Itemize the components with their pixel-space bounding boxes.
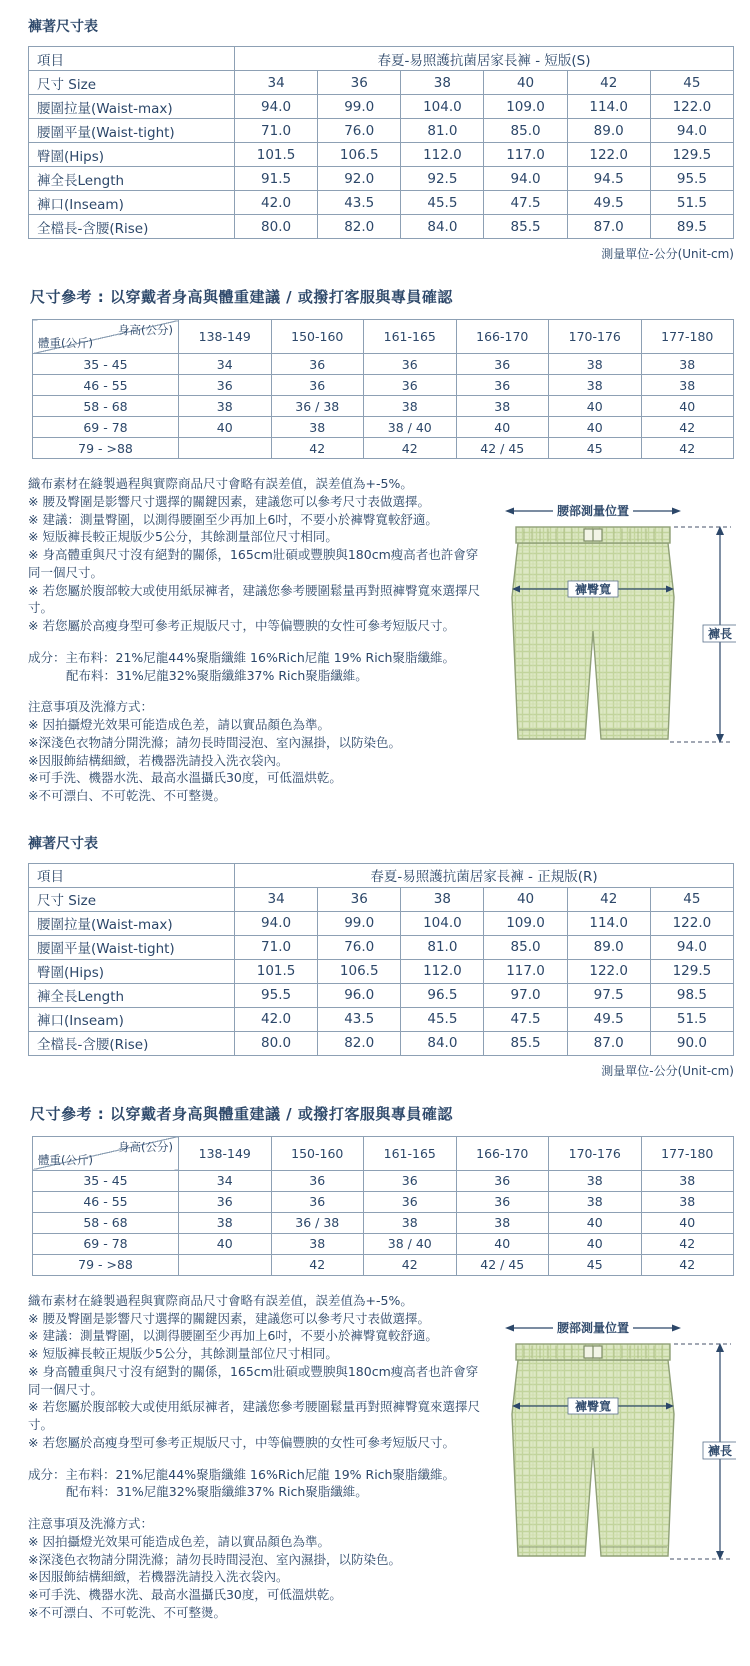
value-cell: 104.0: [401, 95, 484, 119]
value-cell: 112.0: [401, 959, 484, 983]
note-line: ※ 若您屬於高瘦身型可參考正規版尺寸，中等偏豐腴的女性可參考短版尺寸。: [28, 1434, 455, 1450]
value-cell: 97.0: [484, 983, 567, 1007]
waist-position-label: 腰部測量位置: [556, 504, 630, 518]
table-row: [29, 959, 734, 983]
value-cell: 38 / 40: [364, 1233, 457, 1254]
care-title: 注意事項及洗滌方式：: [28, 699, 154, 715]
section-regular-version: [28, 833, 740, 1622]
value-cell: 36: [456, 1191, 549, 1212]
table-row: [33, 396, 734, 417]
value-cell: 40: [456, 417, 549, 438]
table-row: [29, 95, 734, 119]
value-cell: 42: [641, 1254, 734, 1275]
table-row: [29, 983, 734, 1007]
value-cell: 114.0: [567, 95, 650, 119]
product-name-cell: 春夏-易照護抗菌居家長褲 - 正規版(R): [235, 863, 734, 887]
note-line: ※ 建議：測量臀圍，以測得腰圍至少再加上6吋，不要小於褲臀寬較舒適。: [28, 511, 438, 527]
table-header-row: [29, 47, 734, 71]
value-cell: 40: [549, 417, 642, 438]
value-cell: 80.0: [235, 215, 318, 239]
note-line: ※因服飾結構細緻，若機器洗請投入洗衣袋內。: [28, 1569, 289, 1585]
value-cell: [179, 438, 272, 459]
table-row: [29, 1007, 734, 1031]
weight-axis-label: 體重(公斤): [38, 336, 93, 350]
row-label: 尺寸 Size: [29, 887, 235, 911]
value-cell: 34: [235, 71, 318, 95]
value-cell: 38: [641, 1170, 734, 1191]
hip-width-label: 褲臀寬: [574, 1399, 612, 1414]
height-range-header: 161-165: [364, 320, 457, 354]
note-line: ※ 腰及臀圍是影響尺寸選擇的關鍵因素，建議您可以參考尺寸表做選擇。: [28, 1310, 430, 1326]
notes-column: [28, 1292, 490, 1622]
value-cell: 51.5: [650, 1007, 733, 1031]
height-range-header: 177-180: [641, 1136, 734, 1170]
value-cell: 76.0: [318, 119, 401, 143]
value-cell: 106.5: [318, 959, 401, 983]
pants-length-arrow: [670, 526, 736, 743]
value-cell: 36: [456, 1170, 549, 1191]
pants-length-label: 褲長: [707, 1443, 733, 1458]
height-axis-label: 身高(公分): [118, 1139, 173, 1154]
value-cell: 34: [179, 1170, 272, 1191]
ref-header-row: [33, 1136, 734, 1170]
value-cell: 85.5: [484, 215, 567, 239]
table-row: [29, 887, 734, 911]
table-row: [29, 1031, 734, 1055]
hip-width-label: 褲臀寬: [574, 582, 612, 597]
care-title: 注意事項及洗滌方式：: [28, 1516, 154, 1531]
value-cell: 34: [235, 887, 318, 911]
note-line: 織布素材在縫製過程與實際商品尺寸會略有誤差值，誤差值為+-5%。: [28, 476, 413, 491]
table-row: [33, 1191, 734, 1212]
size-reference-table-regular: [32, 1136, 734, 1276]
value-cell: 38: [549, 1170, 642, 1191]
size-reference-table-short: [32, 319, 734, 459]
row-label: 腰圍平量(Waist-tight): [29, 935, 235, 959]
value-cell: 40: [484, 887, 567, 911]
value-cell: 84.0: [401, 215, 484, 239]
value-cell: 34: [179, 354, 272, 375]
value-cell: 98.5: [650, 983, 733, 1007]
pants-measurement-diagram-svg: [498, 1318, 736, 1574]
value-cell: 40: [641, 1212, 734, 1233]
row-label: 79 - >88: [33, 438, 179, 459]
section-title: 褲著尺寸表: [28, 835, 98, 852]
value-cell: 36: [271, 1191, 364, 1212]
note-line: ※ 若您屬於腹部較大或使用紙尿褲者，建議您參考腰圍鬆量再對照褲臀寬來選擇尺寸。: [28, 1399, 480, 1432]
value-cell: 42.0: [235, 1007, 318, 1031]
notes-and-diagram: [28, 475, 740, 805]
height-range-header: 150-160: [271, 320, 364, 354]
note-line: ※不可漂白、不可乾洗、不可整燙。: [28, 788, 226, 803]
composition: [28, 1466, 490, 1502]
pants-length-arrow: [670, 1343, 736, 1560]
value-cell: 51.5: [650, 191, 733, 215]
height-axis-label: 身高(公分): [118, 323, 173, 337]
value-cell: 94.0: [235, 911, 318, 935]
table-row: [33, 375, 734, 396]
value-cell: 104.0: [401, 911, 484, 935]
note-line: ※可手洗、機器水洗、最高水溫攝氏30度，可低溫烘乾。: [28, 1587, 342, 1602]
row-label: 69 - 78: [33, 1233, 179, 1254]
value-cell: 129.5: [650, 143, 733, 167]
value-cell: 90.0: [650, 1031, 733, 1055]
value-cell: 36 / 38: [271, 396, 364, 417]
value-cell: 38: [549, 375, 642, 396]
value-cell: 45: [549, 438, 642, 459]
value-cell: 89.0: [567, 935, 650, 959]
value-cell: 36: [456, 354, 549, 375]
row-label: 褲口(Inseam): [29, 1007, 235, 1031]
value-cell: 42: [641, 438, 734, 459]
value-cell: 42 / 45: [456, 1254, 549, 1275]
pants-measurement-diagram: [490, 1292, 740, 1578]
unit-note: 測量單位-公分(Unit-cm): [601, 247, 734, 261]
row-label: 褲口(Inseam): [29, 191, 235, 215]
pants-figure: [512, 1344, 674, 1556]
value-cell: 109.0: [484, 95, 567, 119]
pants-length-label: 褲長: [707, 627, 733, 641]
value-cell: 36: [271, 375, 364, 396]
pants-measurement-diagram-svg: [498, 501, 736, 757]
value-cell: 38: [456, 396, 549, 417]
value-cell: 42 / 45: [456, 438, 549, 459]
value-cell: 38: [271, 417, 364, 438]
value-cell: 80.0: [235, 1031, 318, 1055]
waist-measure-callout: [505, 1320, 681, 1335]
notes-column: [28, 475, 490, 805]
value-cell: 38: [641, 354, 734, 375]
note-line: ※不可漂白、不可乾洗、不可整燙。: [28, 1604, 226, 1620]
value-cell: 38: [549, 1191, 642, 1212]
value-cell: 122.0: [567, 143, 650, 167]
ref-header-row: [33, 320, 734, 354]
height-range-header: 170-176: [549, 320, 642, 354]
value-cell: 40: [641, 396, 734, 417]
height-range-header: 177-180: [641, 320, 734, 354]
value-cell: 40: [549, 1233, 642, 1254]
note-line: ※ 腰及臀圍是影響尺寸選擇的關鍵因素，建議您可以參考尺寸表做選擇。: [28, 493, 430, 509]
value-cell: 114.0: [567, 911, 650, 935]
row-label: 全檔長-含腰(Rise): [29, 215, 235, 239]
value-cell: 45.5: [401, 1007, 484, 1031]
value-cell: 38: [364, 1212, 457, 1233]
value-cell: 117.0: [484, 143, 567, 167]
value-cell: 117.0: [484, 959, 567, 983]
value-cell: 40: [179, 1233, 272, 1254]
value-cell: 106.5: [318, 143, 401, 167]
value-cell: 42: [271, 1254, 364, 1275]
row-label: 58 - 68: [33, 1212, 179, 1233]
table-header-row: [29, 863, 734, 887]
table-row: [33, 1170, 734, 1191]
value-cell: 36: [271, 1170, 364, 1191]
value-cell: 94.0: [235, 95, 318, 119]
table-row: [29, 167, 734, 191]
value-cell: 42: [641, 1233, 734, 1254]
notes-and-diagram: [28, 1292, 740, 1622]
value-cell: 49.5: [567, 1007, 650, 1031]
table-row: [33, 1212, 734, 1233]
value-cell: 38: [641, 375, 734, 396]
row-label: 35 - 45: [33, 354, 179, 375]
size-table-regular: [28, 863, 734, 1056]
note-line: ※ 身高體重與尺寸沒有絕對的關係，165cm壯碩或豐腴與180cm瘦高者也許會穿同一個尺寸。: [28, 1363, 479, 1397]
value-cell: 36: [179, 375, 272, 396]
value-cell: 45: [650, 71, 733, 95]
value-cell: 38: [179, 396, 272, 417]
value-cell: 89.0: [567, 119, 650, 143]
table-row: [29, 119, 734, 143]
height-weight-corner-cell: [33, 1136, 179, 1170]
value-cell: 129.5: [650, 959, 733, 983]
size-reference-heading: 尺寸參考 : 以穿戴者身高與體重建議 / 或撥打客服與專員確認: [30, 1104, 453, 1123]
value-cell: 42: [567, 71, 650, 95]
note-line: ※ 短版褲長較正規版少5公分，其餘測量部位尺寸相同。: [28, 529, 338, 545]
value-cell: [179, 1254, 272, 1275]
product-name-cell: 春夏-易照護抗菌居家長褲 - 短版(S): [235, 47, 734, 71]
table-row: [33, 417, 734, 438]
value-cell: 92.0: [318, 167, 401, 191]
value-cell: 87.0: [567, 215, 650, 239]
value-cell: 38: [549, 354, 642, 375]
note-line: ※因服飾結構細緻，若機器洗請投入洗衣袋內。: [28, 752, 289, 768]
height-weight-corner-cell: [33, 320, 179, 354]
note-line: ※深淺色衣物請分開洗滌；請勿長時間浸泡、室內濕掛，以防染色。: [28, 1551, 401, 1567]
value-cell: 95.5: [235, 983, 318, 1007]
value-cell: 94.5: [567, 167, 650, 191]
table-row: [29, 191, 734, 215]
value-cell: 47.5: [484, 1007, 567, 1031]
value-cell: 38: [179, 1212, 272, 1233]
table-row: [33, 354, 734, 375]
value-cell: 38: [364, 396, 457, 417]
item-header-cell: 項目: [29, 863, 235, 887]
row-label: 35 - 45: [33, 1170, 179, 1191]
value-cell: 36: [364, 375, 457, 396]
row-label: 臀圍(Hips): [29, 143, 235, 167]
value-cell: 99.0: [318, 95, 401, 119]
value-cell: 71.0: [235, 935, 318, 959]
value-cell: 36: [179, 1191, 272, 1212]
table-row: [29, 935, 734, 959]
value-cell: 40: [179, 417, 272, 438]
note-line: ※ 因拍攝燈光效果可能造成色差，請以實品顏色為準。: [28, 717, 330, 732]
height-range-header: 166-170: [456, 1136, 549, 1170]
height-range-header: 166-170: [456, 320, 549, 354]
waist-measure-callout: [505, 503, 681, 518]
value-cell: 42.0: [235, 191, 318, 215]
value-cell: 91.5: [235, 167, 318, 191]
table-row: [33, 1254, 734, 1275]
care-instructions: [28, 698, 490, 805]
table-row: [29, 215, 734, 239]
value-cell: 42: [364, 1254, 457, 1275]
value-cell: 94.0: [650, 935, 733, 959]
composition-line: 配布料：31%尼龍32%聚脂纖維37% Rich聚脂纖維。: [66, 1484, 368, 1500]
table-row: [33, 438, 734, 459]
value-cell: 42: [271, 438, 364, 459]
value-cell: 81.0: [401, 935, 484, 959]
composition: [28, 649, 490, 685]
row-label: 79 - >88: [33, 1254, 179, 1275]
note-line: ※ 建議：測量臀圍，以測得腰圍至少再加上6吋，不要小於褲臀寬較舒適。: [28, 1328, 438, 1344]
composition-line: 配布料：31%尼龍32%聚脂纖維37% Rich聚脂纖維。: [66, 667, 368, 683]
note-line: 織布素材在縫製過程與實際商品尺寸會略有誤差值，誤差值為+-5%。: [28, 1292, 413, 1308]
value-cell: 89.5: [650, 215, 733, 239]
care-instructions: [28, 1515, 490, 1622]
weight-axis-label: 體重(公斤): [38, 1152, 93, 1167]
value-cell: 82.0: [318, 1031, 401, 1055]
value-cell: 101.5: [235, 959, 318, 983]
item-header-cell: 項目: [29, 47, 235, 71]
value-cell: 45: [549, 1254, 642, 1275]
value-cell: 40: [484, 71, 567, 95]
value-cell: 122.0: [650, 95, 733, 119]
height-range-header: 170-176: [549, 1136, 642, 1170]
row-label: 褲全長Length: [29, 167, 235, 191]
care-list: [28, 1533, 490, 1622]
pants-measurement-diagram: [490, 475, 740, 761]
value-cell: 47.5: [484, 191, 567, 215]
note-line: ※ 若您屬於高瘦身型可參考正規版尺寸，中等偏豐腴的女性可參考短版尺寸。: [28, 618, 455, 633]
row-label: 全檔長-含腰(Rise): [29, 1031, 235, 1055]
size-table-short: [28, 46, 734, 239]
row-label: 腰圍拉量(Waist-max): [29, 911, 235, 935]
value-cell: 71.0: [235, 119, 318, 143]
value-cell: 109.0: [484, 911, 567, 935]
row-label: 臀圍(Hips): [29, 959, 235, 983]
value-cell: 85.5: [484, 1031, 567, 1055]
value-cell: 38: [401, 887, 484, 911]
value-cell: 122.0: [567, 959, 650, 983]
value-cell: 36: [364, 1191, 457, 1212]
value-cell: 82.0: [318, 215, 401, 239]
value-cell: 96.0: [318, 983, 401, 1007]
section-title: 褲著尺寸表: [28, 19, 98, 35]
row-label: 46 - 55: [33, 375, 179, 396]
value-cell: 99.0: [318, 911, 401, 935]
height-range-header: 138-149: [179, 320, 272, 354]
value-cell: 38: [641, 1191, 734, 1212]
value-cell: 96.5: [401, 983, 484, 1007]
row-label: 腰圍平量(Waist-tight): [29, 119, 235, 143]
value-cell: 36: [271, 354, 364, 375]
value-cell: 38: [401, 71, 484, 95]
value-cell: 42: [641, 417, 734, 438]
value-cell: 38: [456, 1212, 549, 1233]
note-line: ※可手洗、機器水洗、最高水溫攝氏30度，可低溫烘乾。: [28, 770, 342, 786]
note-line: ※深淺色衣物請分開洗滌；請勿長時間浸泡、室內濕掛，以防染色。: [28, 734, 401, 750]
row-label: 褲全長Length: [29, 983, 235, 1007]
value-cell: 122.0: [650, 911, 733, 935]
height-range-header: 150-160: [271, 1136, 364, 1170]
height-range-header: 161-165: [364, 1136, 457, 1170]
table-row: [29, 71, 734, 95]
unit-note: 測量單位-公分(Unit-cm): [601, 1063, 734, 1078]
value-cell: 84.0: [401, 1031, 484, 1055]
value-cell: 81.0: [401, 119, 484, 143]
note-line: ※ 身高體重與尺寸沒有絕對的關係，165cm壯碩或豐腴與180cm瘦高者也許會穿同一個尺寸。: [28, 547, 479, 580]
value-cell: 45.5: [401, 191, 484, 215]
row-label: 腰圍拉量(Waist-max): [29, 95, 235, 119]
row-label: 69 - 78: [33, 417, 179, 438]
row-label: 46 - 55: [33, 1191, 179, 1212]
value-cell: 36: [318, 887, 401, 911]
note-line: ※ 短版褲長較正規版少5公分，其餘測量部位尺寸相同。: [28, 1346, 338, 1361]
composition-line: 成分：主布料：21%尼龍44%聚脂纖維 16%Rich尼龍 19% Rich聚脂纖維。: [28, 649, 455, 665]
table-row: [29, 143, 734, 167]
value-cell: 38: [271, 1233, 364, 1254]
value-cell: 76.0: [318, 935, 401, 959]
value-cell: 94.0: [484, 167, 567, 191]
fit-notes: [28, 1292, 490, 1452]
value-cell: 85.0: [484, 119, 567, 143]
value-cell: 101.5: [235, 143, 318, 167]
row-label: 尺寸 Size: [29, 71, 235, 95]
height-range-header: 138-149: [179, 1136, 272, 1170]
value-cell: 97.5: [567, 983, 650, 1007]
value-cell: 45: [650, 887, 733, 911]
table-row: [33, 1233, 734, 1254]
value-cell: 49.5: [567, 191, 650, 215]
value-cell: 42: [567, 887, 650, 911]
value-cell: 40: [456, 1233, 549, 1254]
note-line: ※ 因拍攝燈光效果可能造成色差，請以實品顏色為準。: [28, 1533, 330, 1549]
value-cell: 42: [364, 438, 457, 459]
value-cell: 87.0: [567, 1031, 650, 1055]
value-cell: 40: [549, 1212, 642, 1233]
value-cell: 95.5: [650, 167, 733, 191]
size-reference-heading: 尺寸參考 : 以穿戴者身高與體重建議 / 或撥打客服與專員確認: [30, 288, 453, 306]
value-cell: 85.0: [484, 935, 567, 959]
value-cell: 38 / 40: [364, 417, 457, 438]
waist-position-label: 腰部測量位置: [556, 1320, 630, 1335]
table-row: [29, 911, 734, 935]
value-cell: 36: [456, 375, 549, 396]
value-cell: 94.0: [650, 119, 733, 143]
note-line: ※ 若您屬於腹部較大或使用紙尿褲者，建議您參考腰圍鬆量再對照褲臀寬來選擇尺寸。: [28, 582, 480, 616]
row-label: 58 - 68: [33, 396, 179, 417]
value-cell: 43.5: [318, 1007, 401, 1031]
value-cell: 112.0: [401, 143, 484, 167]
value-cell: 36: [364, 1170, 457, 1191]
value-cell: 92.5: [401, 167, 484, 191]
section-short-version: [28, 16, 740, 805]
value-cell: 36: [318, 71, 401, 95]
fit-notes: [28, 475, 490, 635]
composition-line: 成分：主布料：21%尼龍44%聚脂纖維 16%Rich尼龍 19% Rich聚脂纖維。: [28, 1466, 455, 1482]
value-cell: 36: [364, 354, 457, 375]
value-cell: 36 / 38: [271, 1212, 364, 1233]
care-list: [28, 716, 490, 805]
value-cell: 40: [549, 396, 642, 417]
pants-figure: [512, 527, 674, 739]
value-cell: 43.5: [318, 191, 401, 215]
